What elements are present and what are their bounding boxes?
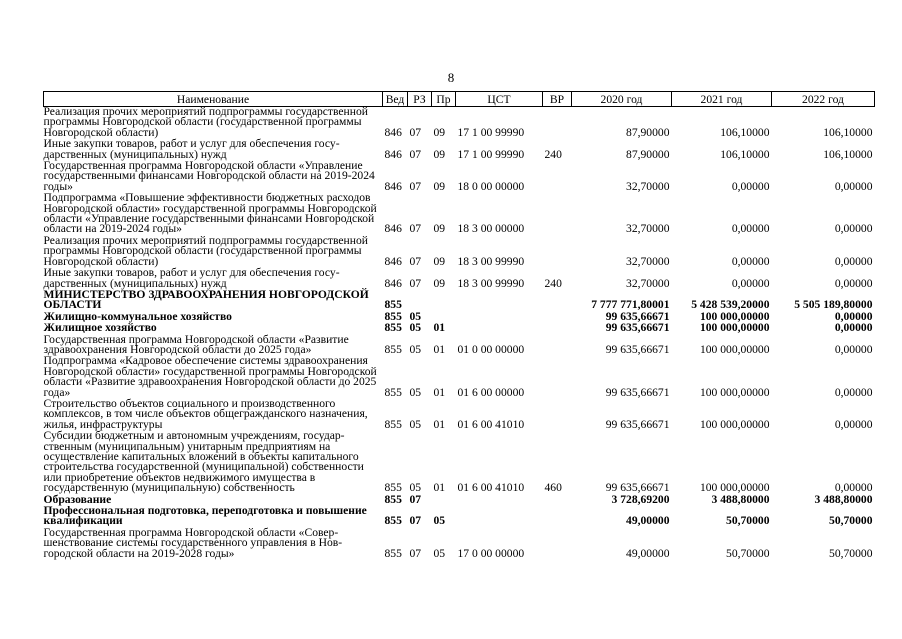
cell-pr: 05 [433, 514, 446, 528]
cell-rz: 05 [409, 417, 422, 431]
cell-vr [543, 506, 572, 528]
cell-vr [543, 312, 572, 323]
table-row [44, 356, 875, 399]
cell-ved: 855 [384, 481, 402, 495]
cell-vr [543, 335, 572, 357]
cell-y2022: 0,00000 [834, 481, 873, 495]
column-header-rz: РЗ [408, 92, 432, 107]
table-row [44, 161, 875, 193]
cell-y2022: 0,00000 [834, 342, 873, 356]
cell-y2020: 99 635,66671 [605, 385, 670, 399]
cell-name: Строительство объектов социального и производственного комплексов, в том числе объектов общегражданского назначения, жилья, инфраструктуры [43, 396, 368, 431]
cell-cst [456, 312, 543, 323]
cell-pr: 01 [433, 417, 446, 431]
column-header-2020: 2020 год [572, 92, 672, 107]
cell-y2020: 3 728,69200 [611, 492, 670, 506]
cell-y2022: 0,00000 [834, 385, 873, 399]
cell-y2022: 0,00000 [834, 179, 873, 193]
cell-pr: 01 [433, 342, 446, 356]
cell-y2022: 0,00000 [834, 321, 873, 335]
cell-rz: 05 [409, 321, 422, 335]
cell-y2020: 99 635,66671 [605, 481, 670, 495]
cell-rz: 07 [409, 254, 422, 268]
table-row [44, 107, 875, 140]
cell-cst: 17 0 00 00000 [457, 546, 525, 560]
cell-y2022: 50,70000 [829, 514, 873, 528]
table-row [44, 335, 875, 357]
cell-pr: 01 [433, 481, 446, 495]
cell-y2021: 100 000,00000 [699, 481, 770, 495]
cell-rz: 07 [409, 514, 422, 528]
cell-rz: 07 [409, 125, 422, 139]
table-row [44, 193, 875, 236]
cell-cst: 01 0 00 00000 [457, 342, 525, 356]
cell-rz: 07 [409, 276, 422, 290]
cell-vr [543, 290, 572, 312]
cell-pr: 09 [433, 125, 446, 139]
cell-rz: 07 [409, 222, 422, 236]
budget-table [43, 91, 875, 560]
cell-ved: 846 [384, 147, 402, 161]
cell-y2022: 0,00000 [834, 254, 873, 268]
cell-name: Государственная программа Новгородской области «Совершенствование системы государственного управления в Новгородской области на 2019-2028 годы» [43, 525, 343, 560]
cell-y2020: 7 777 771,80001 [591, 298, 670, 312]
table-row [44, 528, 875, 560]
cell-cst [456, 290, 543, 312]
column-header-ved: Вед [383, 92, 408, 107]
cell-y2020: 87,90000 [626, 125, 670, 139]
cell-name: Иные закупки товаров, работ и услуг для обеспечения государственных (муниципальных) нужд [43, 137, 340, 161]
table-row [44, 431, 875, 494]
cell-cst [456, 506, 543, 528]
cell-name: Профессиональная подготовка, переподготовка и повышение квалификации [43, 504, 367, 528]
cell-ved: 846 [384, 125, 402, 139]
cell-vr [543, 495, 572, 506]
cell-vr [543, 356, 572, 399]
cell-cst: 18 3 00 00000 [457, 222, 525, 236]
cell-y2020: 32,70000 [626, 276, 670, 290]
table-row [44, 290, 875, 312]
cell-name: Подпрограмма «Повышение эффективности бюджетных расходов Новгородской области» государственной программы Новгородской области «Управление государственными финансами Новгородской области на 2019-2024 годы» [43, 191, 377, 236]
table-row [44, 268, 875, 290]
cell-name: Субсидии бюджетным и автономным учреждениям, государственным (муниципальным) унитарным предприятиям на осуществление капитальных вложений в объекты капитального строительства государственной (муниципальной) собственности или приобретение объектов недвижимого имущества в государственную (муниципальную) собственность [43, 429, 364, 495]
cell-y2021: 100 000,00000 [699, 342, 770, 356]
cell-name: Иные закупки товаров, работ и услуг для обеспечения государственных (муниципальных) нужд [43, 266, 340, 290]
cell-ved: 855 [384, 309, 402, 323]
cell-pr: 09 [433, 254, 446, 268]
cell-y2020: 49,00000 [626, 514, 670, 528]
cell-rz: 05 [409, 309, 422, 323]
table-row [44, 236, 875, 268]
cell-y2022: 106,10000 [823, 147, 873, 161]
cell-ved: 855 [384, 321, 402, 335]
cell-y2022: 0,00000 [834, 309, 873, 323]
cell-name: Реализация прочих мероприятий подпрограммы государственной программы Новгородской области (государственной программы Новгородской области) [43, 105, 368, 139]
cell-y2020: 99 635,66671 [605, 417, 670, 431]
cell-y2021: 3 488,80000 [711, 492, 770, 506]
cell-cst: 01 6 00 41010 [457, 417, 525, 431]
column-header-vr: ВР [543, 92, 572, 107]
cell-name: Подпрограмма «Кадровое обеспечение системы здравоохранения Новгородской области» государственной программы Новгородской области «Развитие здравоохранения Новгородской области до 2025 года» [43, 354, 377, 399]
cell-vr: 240 [544, 147, 562, 161]
cell-y2021: 50,70000 [726, 514, 770, 528]
column-header-name: Наименование [44, 92, 383, 107]
cell-rz: 05 [409, 385, 422, 399]
cell-name: Реализация прочих мероприятий подпрограммы государственной программы Новгородской области (государственной программы Новгородской области) [43, 233, 368, 268]
cell-y2022: 0,00000 [834, 417, 873, 431]
table-row [44, 139, 875, 161]
cell-rz: 05 [409, 342, 422, 356]
cell-pr: 09 [433, 276, 446, 290]
cell-vr: 240 [544, 276, 562, 290]
cell-ved: 846 [384, 179, 402, 193]
cell-cst: 01 6 00 41010 [457, 481, 525, 495]
cell-y2022: 50,70000 [829, 546, 873, 560]
cell-pr [432, 495, 456, 506]
table-body [44, 107, 875, 561]
cell-pr: 05 [433, 546, 446, 560]
cell-y2021: 106,10000 [720, 147, 770, 161]
cell-pr [432, 290, 456, 312]
page-number: 8 [447, 70, 455, 85]
cell-vr [543, 528, 572, 560]
cell-cst: 18 0 00 00000 [457, 179, 525, 193]
cell-pr: 09 [433, 147, 446, 161]
cell-cst: 01 6 00 00000 [457, 385, 525, 399]
cell-vr [543, 161, 572, 193]
cell-y2020: 99 635,66671 [605, 342, 670, 356]
cell-ved: 855 [384, 514, 402, 528]
cell-y2022: 106,10000 [823, 125, 873, 139]
cell-cst [456, 495, 543, 506]
cell-y2020: 87,90000 [626, 147, 670, 161]
cell-y2021: 0,00000 [731, 222, 770, 236]
cell-ved: 855 [384, 492, 402, 506]
cell-cst: 17 1 00 99990 [457, 125, 525, 139]
cell-cst: 18 3 00 99990 [457, 254, 525, 268]
cell-y2022: 3 488,80000 [814, 492, 873, 506]
cell-rz: 07 [409, 492, 422, 506]
cell-y2020: 32,70000 [626, 254, 670, 268]
cell-vr [543, 323, 572, 334]
cell-name: Жилищно-коммунальное хозяйство [43, 309, 232, 323]
cell-rz: 05 [409, 481, 422, 495]
cell-y2021: 100 000,00000 [699, 385, 770, 399]
cell-y2020: 49,00000 [626, 546, 670, 560]
cell-vr [543, 107, 572, 140]
cell-rz: 07 [409, 147, 422, 161]
column-header-cst: ЦСТ [456, 92, 543, 107]
cell-name: Государственная программа Новгородской области «Развитие здравоохранения Новгородской области до 2025 года» [43, 332, 349, 356]
cell-y2021: 100 000,00000 [699, 417, 770, 431]
cell-y2022: 0,00000 [834, 276, 873, 290]
cell-y2021: 100 000,00000 [699, 309, 770, 323]
cell-y2021: 0,00000 [731, 254, 770, 268]
cell-y2021: 50,70000 [726, 546, 770, 560]
cell-ved: 855 [384, 385, 402, 399]
cell-y2020: 99 635,66671 [605, 309, 670, 323]
cell-ved: 855 [384, 546, 402, 560]
cell-name: Государственная программа Новгородской области «Управление государственными финансами Новгородской области на 2019-2024 годы» [43, 159, 375, 193]
cell-y2021: 0,00000 [731, 179, 770, 193]
cell-y2022: 5 505 189,80000 [794, 298, 873, 312]
cell-rz: 07 [409, 179, 422, 193]
cell-name: Образование [43, 492, 112, 506]
cell-y2021: 106,10000 [720, 125, 770, 139]
column-header-2022: 2022 год [772, 92, 875, 107]
cell-cst [456, 323, 543, 334]
column-header-2021: 2021 год [672, 92, 772, 107]
cell-y2021: 100 000,00000 [699, 321, 770, 335]
cell-cst: 17 1 00 99990 [457, 147, 525, 161]
cell-cst: 18 3 00 99990 [457, 276, 525, 290]
cell-name: Жилищное хозяйство [43, 321, 157, 335]
cell-ved: 846 [384, 222, 402, 236]
cell-ved: 855 [384, 342, 402, 356]
cell-pr: 01 [433, 385, 446, 399]
cell-y2022: 0,00000 [834, 222, 873, 236]
table-row [44, 399, 875, 431]
cell-y2021: 5 428 539,20000 [691, 298, 770, 312]
cell-pr: 09 [433, 179, 446, 193]
cell-name: МИНИСТЕРСТВО ЗДРАВООХРАНЕНИЯ НОВГОРОДСКОЙ ОБЛАСТИ [43, 287, 369, 312]
cell-vr [543, 399, 572, 431]
cell-y2020: 99 635,66671 [605, 321, 670, 335]
cell-vr [543, 193, 572, 236]
cell-ved: 855 [384, 417, 402, 431]
cell-y2020: 32,70000 [626, 179, 670, 193]
cell-rz: 07 [409, 546, 422, 560]
column-header-pr: Пр [432, 92, 456, 107]
cell-y2021: 0,00000 [731, 276, 770, 290]
cell-rz [408, 290, 432, 312]
cell-y2020: 32,70000 [626, 222, 670, 236]
cell-ved: 846 [384, 276, 402, 290]
cell-vr [543, 236, 572, 268]
cell-ved: 855 [384, 298, 402, 312]
table-row [44, 506, 875, 528]
cell-ved: 846 [384, 254, 402, 268]
cell-pr: 09 [433, 222, 446, 236]
cell-vr: 460 [544, 481, 562, 495]
cell-pr: 01 [433, 321, 446, 335]
